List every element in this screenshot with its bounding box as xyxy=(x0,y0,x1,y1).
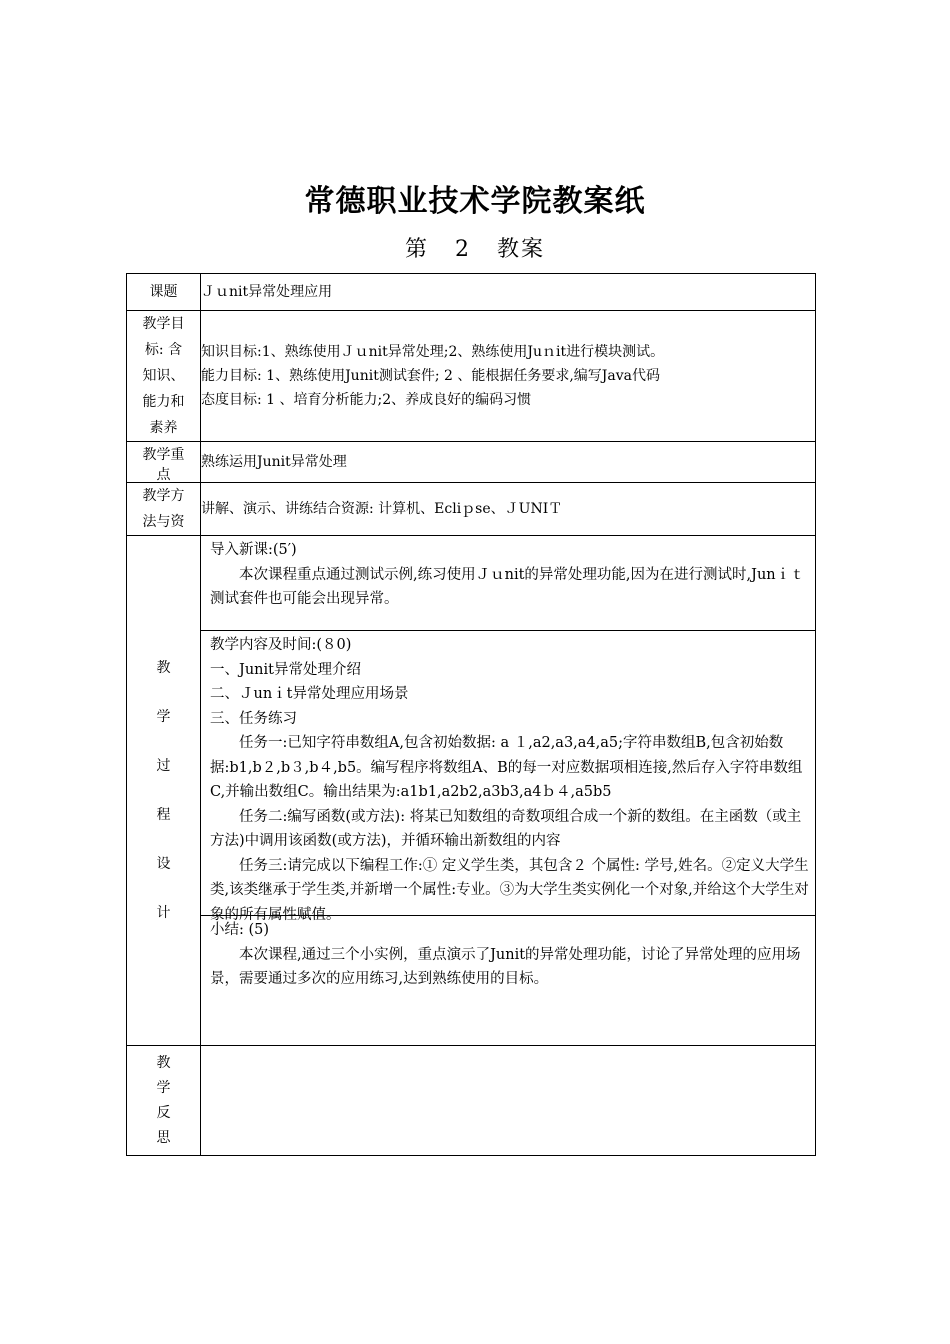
reflection-label-char: 教 xyxy=(156,1054,171,1071)
attitude-goal: 态度目标: 1 、培育分析能力;2、养成良好的编码习惯 xyxy=(201,392,532,408)
reflection-value xyxy=(201,1046,816,1156)
methods-label-line: 法与资 xyxy=(142,514,185,530)
goals-row xyxy=(127,311,816,442)
goals-label-line: 教学目 xyxy=(142,316,185,332)
topic-value: Ｊｕnit异常处理应用 xyxy=(201,274,816,311)
reflection-label-char: 思 xyxy=(156,1129,171,1146)
summary-section xyxy=(201,916,815,1018)
topic-label: 课题 xyxy=(127,274,201,311)
process-label-char: 计 xyxy=(156,904,171,921)
methods-value: 讲解、演示、讲练结合资源: 计算机、Ecliｐse、ＪUNIＴ xyxy=(201,483,816,536)
methods-label-line: 教学方 xyxy=(142,488,185,504)
subtitle-prefix: 第 xyxy=(404,237,429,262)
lesson-plan-table xyxy=(126,273,816,1156)
content-section xyxy=(201,631,815,923)
goals-label-line: 素养 xyxy=(149,420,178,436)
reflection-label-char: 学 xyxy=(156,1079,171,1096)
goals-value xyxy=(201,311,816,442)
goals-label-line: 能力和 xyxy=(142,394,185,410)
process-label-char: 设 xyxy=(156,855,171,872)
content-heading: 教学内容及时间:(８0) xyxy=(210,637,352,653)
key-points-label-line: 教学重 xyxy=(142,447,185,463)
goals-label-line: 知识、 xyxy=(142,368,185,384)
summary-heading: 小结: (5) xyxy=(210,922,270,938)
page-title: 常德职业技术学院教案纸 xyxy=(304,184,646,219)
key-points-value: 熟练运用Junit异常处理 xyxy=(201,442,816,483)
process-label-char: 过 xyxy=(156,757,171,774)
key-points-label-line: 点 xyxy=(156,467,171,482)
process-label-char: 学 xyxy=(156,708,171,725)
reflection-label xyxy=(127,1046,201,1156)
knowledge-goal: 知识目标:1、熟练使用Ｊｕnit异常处理;2、熟练使用Juｎit进行模块测试。 xyxy=(201,344,665,360)
reflection-row xyxy=(127,1046,816,1156)
intro-section xyxy=(201,536,815,631)
key-points-row xyxy=(127,442,816,483)
page-subtitle xyxy=(0,232,950,263)
content-item: 二、Ｊunｉt异常处理应用场景 xyxy=(210,686,409,702)
content-item: 一、Junit异常处理介绍 xyxy=(210,661,361,678)
task-three: 任务三:请完成以下编程工作:① 定义学生类，其包含２ 个属性: 学号,姓名。②定义大学生类,该类继承于学生类,并新增一个属性:专业。③为大学生类实例化一个对象,并给这个大学生对象的所有属性赋值。 xyxy=(210,857,809,923)
process-label-char: 程 xyxy=(156,806,171,823)
lesson-number: 2 xyxy=(455,237,471,262)
key-points-label xyxy=(127,442,201,483)
content-item: 三、任务练习 xyxy=(210,710,297,727)
subtitle-suffix: 教案 xyxy=(497,237,546,262)
task-two: 任务二:编写函数(或方法): 将某已知数组的奇数项组合成一个新的数组。在主函数（或主方法)中调用该函数(或方法)，并循环输出新数组的内容 xyxy=(210,808,802,849)
process-content xyxy=(201,536,816,1046)
intro-body: 本次课程重点通过测试示例,练习使用Ｊｕnit的异常处理功能,因为在进行测试时,Junｉｔ测试套件也可能会出现异常。 xyxy=(210,566,805,607)
process-label-char: 教 xyxy=(156,659,171,676)
process-label xyxy=(127,536,201,1046)
task-one: 任务一:已知字符串数组A,包含初始数据: a １,a2,a3,a4,a5;字符串数组B,包含初始数据:b1,b２,b３,b４,b5。编写程序将数组A、B的每一对应数据项相连接,然后存入字符串数组C,并输出数组C。输出结果为:a1b1,a2b2,a3b3,a4ｂ４,a5b5 xyxy=(210,735,803,800)
ability-goal: 能力目标: 1、熟练使用Junit测试套件; 2 、能根据任务要求,编写Java代码 xyxy=(201,368,661,384)
process-row xyxy=(127,536,816,1046)
goals-label xyxy=(127,311,201,442)
goals-label-line: 标: 含 xyxy=(144,342,183,358)
methods-label xyxy=(127,483,201,536)
intro-heading: 导入新课:(5′) xyxy=(210,542,297,558)
reflection-label-char: 反 xyxy=(156,1104,171,1121)
summary-body: 本次课程,通过三个小实例，重点演示了Junit的异常处理功能，讨论了异常处理的应用场景，需要通过多次的应用练习,达到熟练使用的目标。 xyxy=(210,946,801,987)
methods-row xyxy=(127,483,816,536)
topic-row xyxy=(127,274,816,311)
